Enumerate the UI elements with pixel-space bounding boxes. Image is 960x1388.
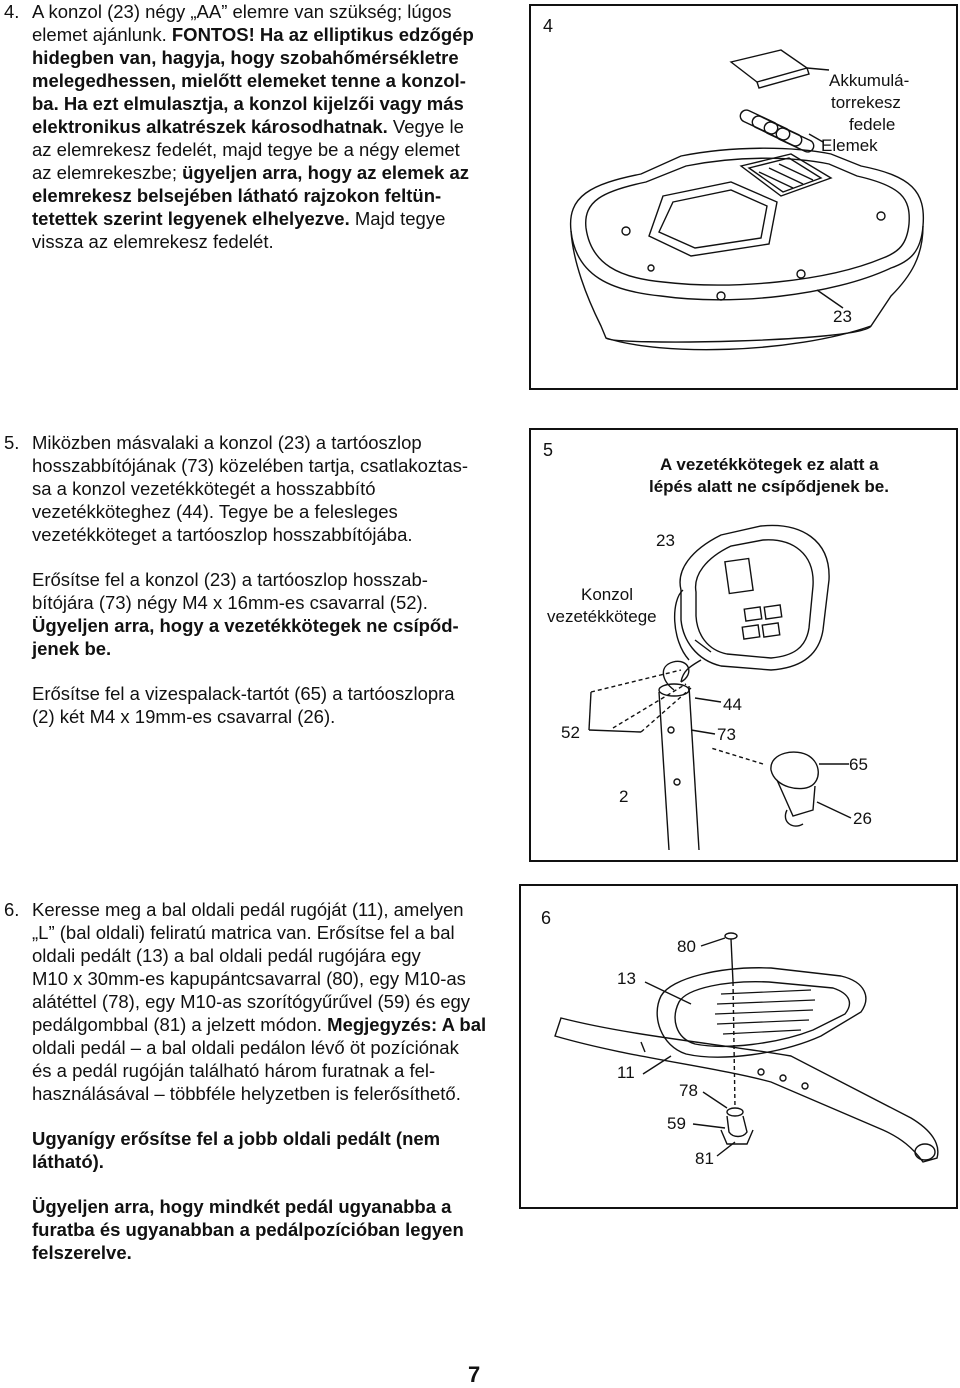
step-text: bítójára (73) négy M4 x 16mm-es csavarral (52). <box>32 592 428 613</box>
step-number: 4. <box>4 1 20 22</box>
label-harness-2: vezetékkötege <box>547 607 657 626</box>
label-part-59: 59 <box>667 1114 686 1133</box>
step-warning: furatba és ugyanabban a pedálpozícióban legyen <box>32 1219 464 1240</box>
step-text: Erősítse fel a konzol (23) a tartóoszlop hosszab- <box>32 569 428 590</box>
step-number: 6. <box>4 899 20 920</box>
step-text: Erősítse fel a vizespalack-tartót (65) a tartóoszlopra <box>32 683 455 704</box>
label-cover: Akkumulá- <box>829 71 910 90</box>
step-5-instructions <box>0 431 500 728</box>
label-cover-2: torrekesz <box>831 93 901 112</box>
step-number: 5. <box>4 432 20 453</box>
step-text: (2) két M4 x 19mm-es csavarral (26). <box>32 706 336 727</box>
step-warning: látható). <box>32 1151 104 1172</box>
step-warning: Ugyanígy erősítse fel a jobb oldali pedált (nem <box>32 1128 441 1149</box>
step-text: „L” (bal oldali) feliratú matrica van. Erősítse fel a bal <box>32 922 455 943</box>
warning-label: A vezetékkötegek ez alatt a <box>660 455 879 474</box>
step-4-instructions <box>0 0 500 253</box>
figure-number: 5 <box>543 440 554 460</box>
label-part-78: 78 <box>679 1081 698 1100</box>
step-text: Majd tegye <box>349 208 446 229</box>
warning-label-2: lépés alatt ne csípődjenek be. <box>649 477 889 496</box>
step-warning: melegedhessen, mielőtt elemeket tenne a konzol- <box>32 70 466 91</box>
step-text: elemet ajánlunk. <box>32 24 172 45</box>
label-part-44: 44 <box>723 695 742 714</box>
step-text: vissza az elemrekesz fedelét. <box>32 231 274 252</box>
label-part-80: 80 <box>677 937 696 956</box>
label-part-23: 23 <box>833 307 852 326</box>
step-text: vezetékköteget a tartóoszlop hosszabbítójába. <box>32 524 413 545</box>
step-text: sa a konzol vezetékkötegét a hosszabbító <box>32 478 376 499</box>
label-part-26: 26 <box>853 809 872 828</box>
label-part-13: 13 <box>617 969 636 988</box>
figure-6-panel <box>519 884 958 1209</box>
pedal-illustration <box>521 886 960 1211</box>
step-text: Keresse meg a bal oldali pedál rugóját (11), amelyen <box>32 899 464 920</box>
label-cover-3: fedele <box>849 115 896 134</box>
step-text: oldali pedál – a bal oldali pedálon lévő öt pozíciónak <box>32 1037 459 1058</box>
step-text: használásával – többféle helyzetben is felerősíthető. <box>32 1083 461 1104</box>
step-warning: jenek be. <box>32 638 112 659</box>
step-warning: FONTOS! Ha az elliptikus edzőgép <box>171 24 474 45</box>
figure-number: 6 <box>541 908 552 928</box>
label-part-11: 11 <box>617 1063 635 1082</box>
label-batteries: Elemek <box>821 136 878 155</box>
step-text: Vegye le <box>387 116 464 137</box>
label-part-2: 2 <box>619 787 629 806</box>
label-part-73: 73 <box>717 725 736 744</box>
step-warning: elemrekesz belsejében látható rajzokon feltün- <box>32 185 442 206</box>
step-text: alátéttel (78), egy M10-as szorítógyűrűvel (59) és egy <box>32 991 471 1012</box>
figure-number: 4 <box>543 16 554 36</box>
step-note: Megjegyzés: A bal <box>327 1014 487 1035</box>
label-part-23: 23 <box>656 531 675 550</box>
step-warning: ba. Ha ezt elmulasztja, a konzol kijelzői vagy más <box>32 93 464 114</box>
step-6-paragraph-3 <box>0 1195 500 1264</box>
step-text: M10 x 30mm-es kapupántcsavarral (80), egy M10-as <box>32 968 466 989</box>
page-number: 7 <box>468 1362 481 1387</box>
step-warning: tetettek szerint legyenek elhelyezve. <box>32 208 350 229</box>
step-warning: felszerelve. <box>32 1242 132 1263</box>
figure-4-panel <box>529 4 958 390</box>
label-part-65: 65 <box>849 755 868 774</box>
step-warning: ügyeljen arra, hogy az elemek az <box>182 162 470 183</box>
step-text: vezetékköteghez (44). Tegye be a felesleges <box>32 501 398 522</box>
step-text: hosszabbítójának (73) közelében tartja, csatlakoztas- <box>32 455 469 476</box>
step-warning: Ügyeljen arra, hogy a vezetékkötegek ne csípőd- <box>32 615 459 636</box>
label-harness: Konzol <box>581 585 633 604</box>
step-warning: Ügyeljen arra, hogy mindkét pedál ugyanabba a <box>32 1196 452 1217</box>
step-text: Miközben másvalaki a konzol (23) a tartóoszlop <box>32 432 422 453</box>
step-6-instructions <box>0 898 500 1264</box>
step-text: és a pedál rugóján található három furatnak a fel- <box>32 1060 436 1081</box>
figure-5-panel <box>529 428 958 862</box>
step-5-paragraph-2 <box>0 568 500 660</box>
step-text: oldali pedált (13) a bal oldali pedál rugójára egy <box>32 945 421 966</box>
step-text: pedálgombbal (81) a jelzett módon. <box>32 1014 328 1035</box>
label-part-81: 81 <box>695 1149 714 1168</box>
step-text: A konzol (23) négy „AA” elemre van szükség; lúgos <box>32 1 452 22</box>
step-warning: hidegben van, hagyja, hogy szobahőmérsékletre <box>32 47 459 68</box>
console-battery-illustration <box>531 6 960 392</box>
label-part-52: 52 <box>561 723 580 742</box>
step-text: az elemrekeszbe; <box>32 162 183 183</box>
step-6-paragraph-2 <box>0 1127 500 1173</box>
console-mast-illustration <box>531 430 960 864</box>
step-text: az elemrekesz fedelét, majd tegye be a négy elemet <box>32 139 460 160</box>
step-5-paragraph-3 <box>0 682 500 728</box>
step-warning: elektronikus alkatrészek károsodhatnak. <box>32 116 388 137</box>
